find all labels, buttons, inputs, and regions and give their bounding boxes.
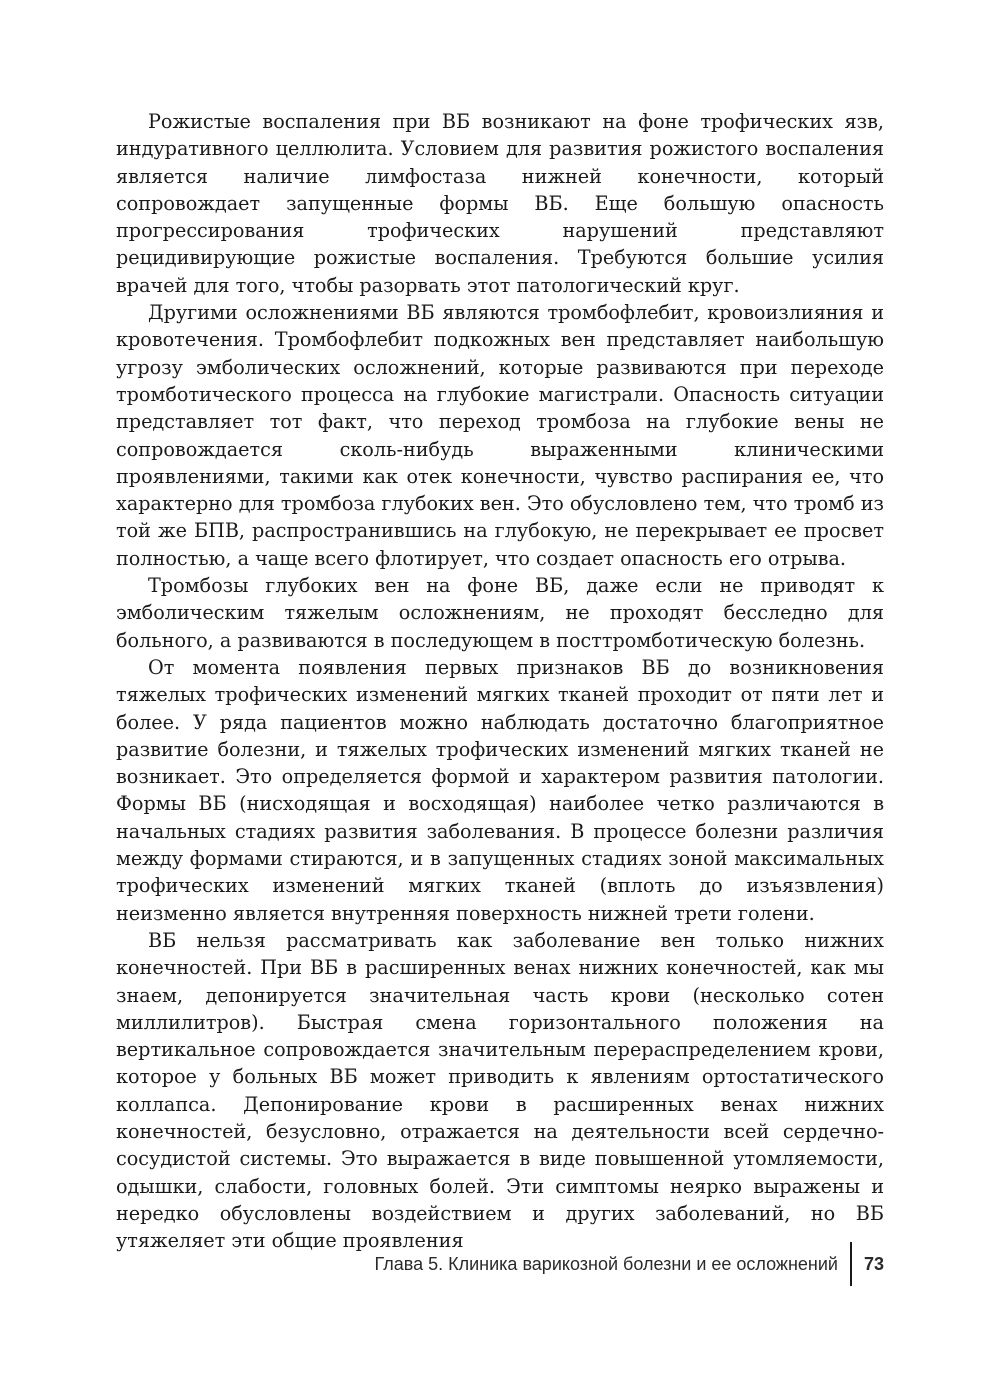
body-text: [116, 108, 884, 1254]
paragraph-thrombophlebitis: Другими осложнениями ВБ являются тромбофлебит, кровоизлияния и кровотечения. Тромбофлебит подкожных вен представляет наибольшую угрозу эмболических осложнений, которые развиваются при переходе тромботического процесса на глубокие магистрали. Опасность ситуации представляет тот факт, что переход тромбоза на глубокие вены не сопровождается сколь-нибудь выраженными клиническими проявлениями, такими как отек конечности, чувство распирания ее, что характерно для тромбоза глубоких вен. Это обусловлено тем, что тромб из той же БПВ, распространившись на глубокую, не перекрывает ее просвет полностью, а чаще всего флотирует, что создает опасность его отрыва.: [116, 301, 884, 570]
paragraph-deep-vein-thrombosis: Тромбозы глубоких вен на фоне ВБ, даже если не приводят к эмболическим тяжелым осложнениям, не проходят бесследно для больного, а развиваются в последующем в посттромботическую болезнь.: [116, 574, 884, 652]
running-footer: [374, 1242, 884, 1286]
paragraph-erysipelas: Рожистые воспаления при ВБ возникают на фоне трофических язв, индуративного целлюлита. Условием для развития рожистого воспаления является наличие лимфостаза нижней конечности, который сопровождает запущенные формы ВБ. Еще большую опасность прогрессирования трофических нарушений представляют рецидивирующие рожистые воспаления. Требуются большие усилия врачей для того, чтобы разорвать этот патологический круг.: [116, 110, 884, 297]
paragraph-trophic-changes: От момента появления первых признаков ВБ до возникновения тяжелых трофических изменений мягких тканей проходит от пяти лет и более. У ряда пациентов можно наблюдать достаточно благоприятное развитие болезни, и тяжелых трофических изменений мягких тканей не возникает. Это определяется формой и характером развития патологии. Формы ВБ (нисходящая и восходящая) наиболее четко различаются в начальных стадиях развития заболевания. В процессе болезни различия между формами стираются, и в запущенных стадиях зоной максимальных трофических изменений мягких тканей (вплоть до изъязвления) неизменно является внутренняя поверхность нижней трети голени.: [116, 655, 884, 925]
chapter-title: Глава 5. Клиника варикозной болезни и ее осложнений: [374, 1254, 838, 1274]
paragraph-systemic-effects: ВБ нельзя рассматривать как заболевание вен только нижних конечностей. При ВБ в расширенных венах нижних конечностей, как мы знаем, депонируется значительная часть крови (несколько сотен миллилитров). Быстрая смена горизонтального положения на вертикальное сопровождается значительным перераспределением крови, которое у больных ВБ может приводить к явлениям ортостатического коллапса. Депонирование крови в расширенных венах нижних конечностей, безусловно, отражается на деятельности всей сердечно-сосудистой системы. Это выражается в виде повышенной утомляемости, одышки, слабости, головных болей. Эти симптомы неярко выражены и нередко обусловлены воздействием и других заболеваний, но ВБ утяжеляет эти общие проявления: [116, 928, 884, 1253]
page-number: 73: [863, 1254, 884, 1274]
